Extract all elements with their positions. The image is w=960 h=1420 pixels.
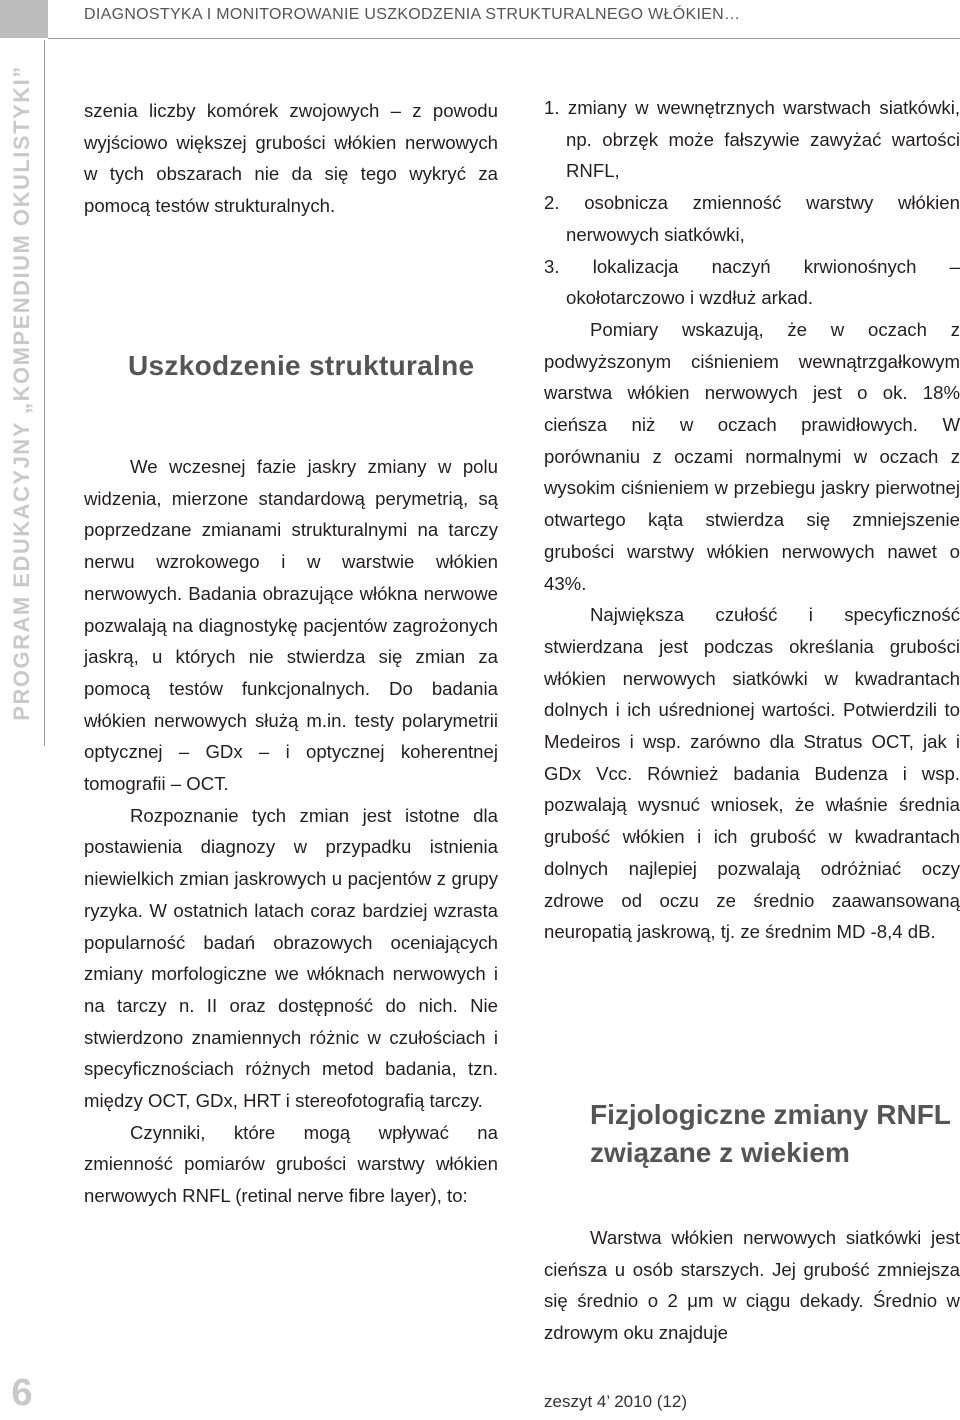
page-number: 6 <box>11 1372 33 1414</box>
header-divider <box>48 38 960 39</box>
paragraph: Pomiary wskazują, że w oczach z podwyższonym ciśnieniem wewnątrzgałkowym warstwa włókien nerwowych jest o ok. 18% cieńsza niż w oczach prawidłowych. W porównaniu z oczami normalnymi w oczach z wysokim ciśnieniem w przebiegu jaskry pierwotnej otwartego kąta stwierdza się zmniejszenie grubości warstwy włókien nerwowych nawet o 43%. <box>544 318 960 594</box>
sidebar-program-title: PROGRAM EDUKACYJNY „KOMPENDIUM OKULISTYKI” <box>9 65 34 721</box>
section-heading-age-changes: Fizjologiczne zmiany RNFL związane z wiekiem <box>590 1099 951 1168</box>
list-item: 1. zmiany w wewnętrznych warstwach siatkówki, np. obrzęk może fałszywie zawyżać wartości RNFL, <box>544 97 960 182</box>
paragraph: We wczesnej fazie jaskry zmiany w polu widzenia, mierzone standardową perymetrią, są poprzedzane zmianami strukturalnymi na tarczy nerwu wzrokowego i w warstwie włókien nerwowych. Badania obrazujące włókna nerwowe pozwalają na diagnostykę pacjentów zagrożonych jaskrą, u których nie stwierdza się zmian za pomocą testów funkcjonalnych. Do badania włókien nerwowych służą m.in. testy polarymetrii optycznej – GDx – i optycznej koherentnej tomografii – OCT. <box>84 456 498 795</box>
paragraph: Rozpoznanie tych zmian jest istotne dla postawienia diagnozy w przypadku istnienia niewielkich zmian jaskrowych u pacjentów z grupy ryzyka. W ostatnich latach coraz bardziej wzrasta popularność badań obrazowych oceniających zmiany morfologiczne we włóknach nerwowych i na tarczy n. II oraz dostępność do nich. Nie stwierdzono znamiennych różnic w czułościach i specyficznościach różnych metod badania, tzn. między OCT, GDx, HRT i stereofotografią tarczy. <box>84 804 498 1112</box>
list-item: 2. osobnicza zmienność warstwy włókien nerwowych siatkówki, <box>544 192 960 245</box>
right-column-tail <box>544 1222 960 1349</box>
left-column <box>84 95 498 222</box>
paragraph: Czynniki, które mogą wpływać na zmienność pomiarów grubości warstwy włókien nerwowych RNFL (retinal nerve fibre layer), to: <box>84 1121 498 1207</box>
paragraph: Warstwa włókien nerwowych siatkówki jest cieńsza u osób starszych. Jej grubość zmniejsza się średnio o 2 μm w ciągu dekady. Średnio w zdrowym oku znajduje <box>544 1227 960 1344</box>
right-column <box>544 92 960 948</box>
footer-issue: zeszyt 4’ 2010 (12) <box>544 1392 687 1411</box>
sidebar-divider <box>44 40 45 746</box>
intro-paragraph: szenia liczby komórek zwojowych – z powodu wyjściowo większej grubości włókien nerwowych w tych obszarach nie da się tego wykryć za pomocą testów strukturalnych. <box>84 100 498 217</box>
section-heading-structural-damage: Uszkodzenie strukturalne <box>128 350 475 381</box>
running-header: DIAGNOSTYKA I MONITOROWANIE USZKODZENIA STRUKTURALNEGO WŁÓKIEN… <box>84 6 741 23</box>
paragraph: Największa czułość i specyficzność stwierdzana jest podczas określania grubości włókien nerwowych siatkówki w kwadrantach dolnych i ich uśrednionej wartości. Potwierdzili to Medeiros i wsp. zarówno dla Stratus OCT, jak i GDx Vcc. Również badania Budenza i wsp. pozwalają wysnuć wniosek, że właśnie średnia grubość włókien i ich grubość w kwadrantach dolnych najlepiej pozwalają odróżniać oczy zdrowe od oczu ze średnio zaawansowaną neuropatią jaskrową, tj. ze średnim MD -8,4 dB. <box>544 604 960 943</box>
list-item: 3. lokalizacja naczyń krwionośnych – okołotarczowo i wzdłuż arkad. <box>544 255 960 309</box>
left-column-body <box>84 451 498 1212</box>
corner-marker <box>0 0 48 38</box>
